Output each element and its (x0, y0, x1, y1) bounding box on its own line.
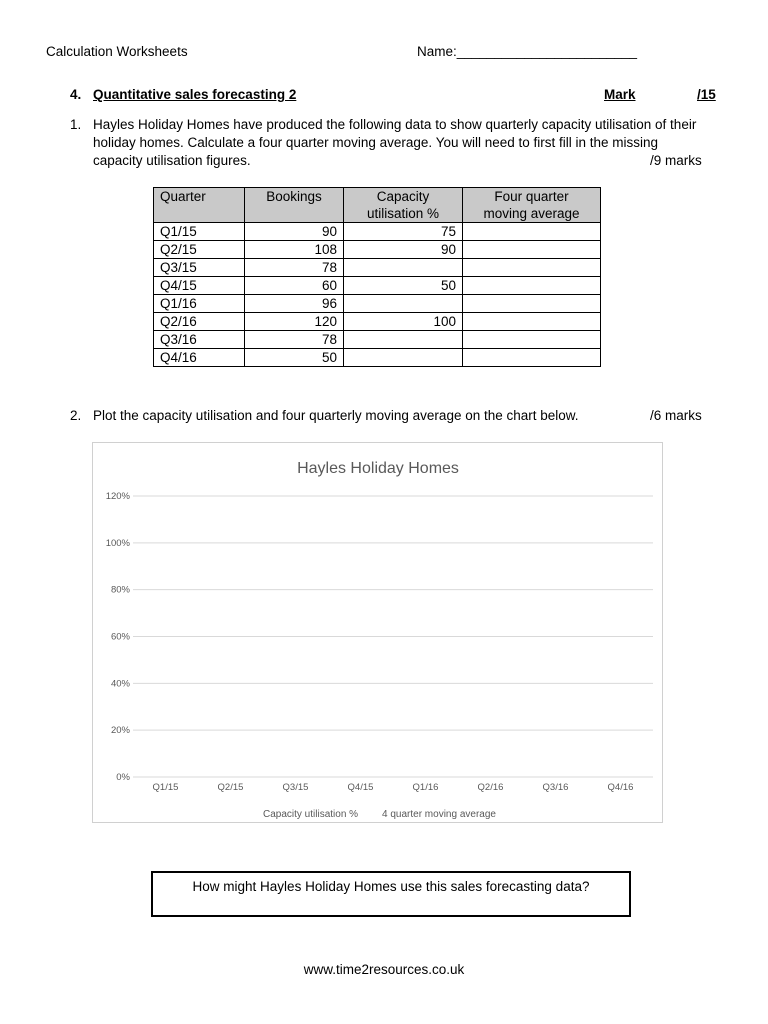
x-tick-label: Q3/16 (542, 782, 569, 793)
cell-bookings: 78 (245, 331, 344, 349)
chart-area (92, 442, 663, 823)
mark-label: Mark (604, 87, 636, 102)
cell-moving-average[interactable] (463, 241, 601, 259)
table-row (154, 241, 601, 259)
x-tick-label: Q3/15 (282, 782, 309, 793)
section-heading (70, 86, 296, 104)
cell-capacity[interactable] (344, 331, 463, 349)
cell-capacity[interactable] (344, 295, 463, 313)
y-tick-label: 60% (110, 631, 130, 643)
cell-quarter: Q4/16 (154, 349, 245, 367)
cell-moving-average[interactable] (463, 277, 601, 295)
section-title: Quantitative sales forecasting 2 (93, 87, 297, 102)
column-header-bookings: Bookings (245, 188, 344, 223)
cell-bookings: 120 (245, 313, 344, 331)
cell-capacity: 90 (344, 241, 463, 259)
x-tick-label: Q1/16 (412, 782, 439, 793)
cell-quarter: Q4/15 (154, 277, 245, 295)
y-tick-label: 120% (105, 491, 130, 502)
column-header-capacity: Capacity utilisation % (344, 188, 463, 223)
table-row (154, 223, 601, 241)
discussion-question-box (151, 871, 631, 917)
cell-capacity[interactable] (344, 259, 463, 277)
question-1-marks: /9 marks (650, 153, 702, 168)
y-tick-label: 20% (110, 725, 130, 737)
x-tick-label: Q4/16 (607, 782, 634, 793)
x-tick-label: Q4/15 (347, 782, 374, 793)
x-tick-label: Q2/15 (217, 782, 244, 793)
cell-quarter: Q1/15 (154, 223, 245, 241)
column-header-quarter: Quarter (154, 188, 245, 223)
table-row (154, 349, 601, 367)
cell-bookings: 78 (245, 259, 344, 277)
table-header-row (154, 188, 601, 223)
mark-total: /15 (697, 87, 716, 102)
column-header-moving-average: Four quarter moving average (463, 188, 601, 223)
question-2-marks: /6 marks (650, 408, 702, 423)
cell-quarter: Q2/16 (154, 313, 245, 331)
y-tick-label: 80% (110, 584, 130, 596)
footer-website: www.time2resources.co.uk (303, 962, 465, 977)
y-tick-label: 40% (110, 678, 130, 690)
table-row (154, 295, 601, 313)
question-2-number: 2. (70, 408, 82, 423)
worksheet-series-title: Calculation Worksheets (46, 44, 188, 59)
discussion-question-text: How might Hayles Holiday Homes use this sales forecasting data? (192, 879, 590, 894)
cell-moving-average[interactable] (463, 313, 601, 331)
cell-quarter: Q1/16 (154, 295, 245, 313)
name-field-line: Name:________________________ (417, 44, 637, 59)
cell-bookings: 108 (245, 241, 344, 259)
question-1-number: 1. (70, 117, 82, 132)
cell-moving-average[interactable] (463, 349, 601, 367)
cell-capacity: 100 (344, 313, 463, 331)
cell-bookings: 96 (245, 295, 344, 313)
cell-moving-average[interactable] (463, 295, 601, 313)
legend-entry: Capacity utilisation % (263, 809, 359, 820)
cell-moving-average[interactable] (463, 223, 601, 241)
x-tick-label: Q1/15 (152, 782, 179, 793)
cell-bookings: 50 (245, 349, 344, 367)
question-2-text: Plot the capacity utilisation and four quarterly moving average on the chart below. (93, 408, 579, 423)
cell-quarter: Q3/15 (154, 259, 245, 277)
cell-capacity: 75 (344, 223, 463, 241)
cell-moving-average[interactable] (463, 259, 601, 277)
cell-quarter: Q2/15 (154, 241, 245, 259)
table-row (154, 277, 601, 295)
cell-capacity: 50 (344, 277, 463, 295)
section-number: 4. (70, 87, 82, 102)
capacity-data-table (153, 187, 601, 367)
cell-bookings: 90 (245, 223, 344, 241)
cell-quarter: Q3/16 (154, 331, 245, 349)
question-1-text: Hayles Holiday Homes have produced the following data to show quarterly capacity utilisation of their holiday homes. Calculate a four quarter moving average. You will need to first fill in the missing capacity utilisation figures. (93, 117, 697, 168)
cell-moving-average[interactable] (463, 331, 601, 349)
cell-capacity[interactable] (344, 349, 463, 367)
chart-title: Hayles Holiday Homes (297, 460, 459, 477)
legend-entry: 4 quarter moving average (382, 809, 496, 820)
cell-bookings: 60 (245, 277, 344, 295)
table-row (154, 313, 601, 331)
table-row (154, 331, 601, 349)
table-row (154, 259, 601, 277)
y-tick-label: 100% (105, 537, 130, 549)
line-chart (93, 443, 664, 824)
y-tick-label: 0% (116, 772, 130, 783)
x-tick-label: Q2/16 (477, 782, 504, 793)
